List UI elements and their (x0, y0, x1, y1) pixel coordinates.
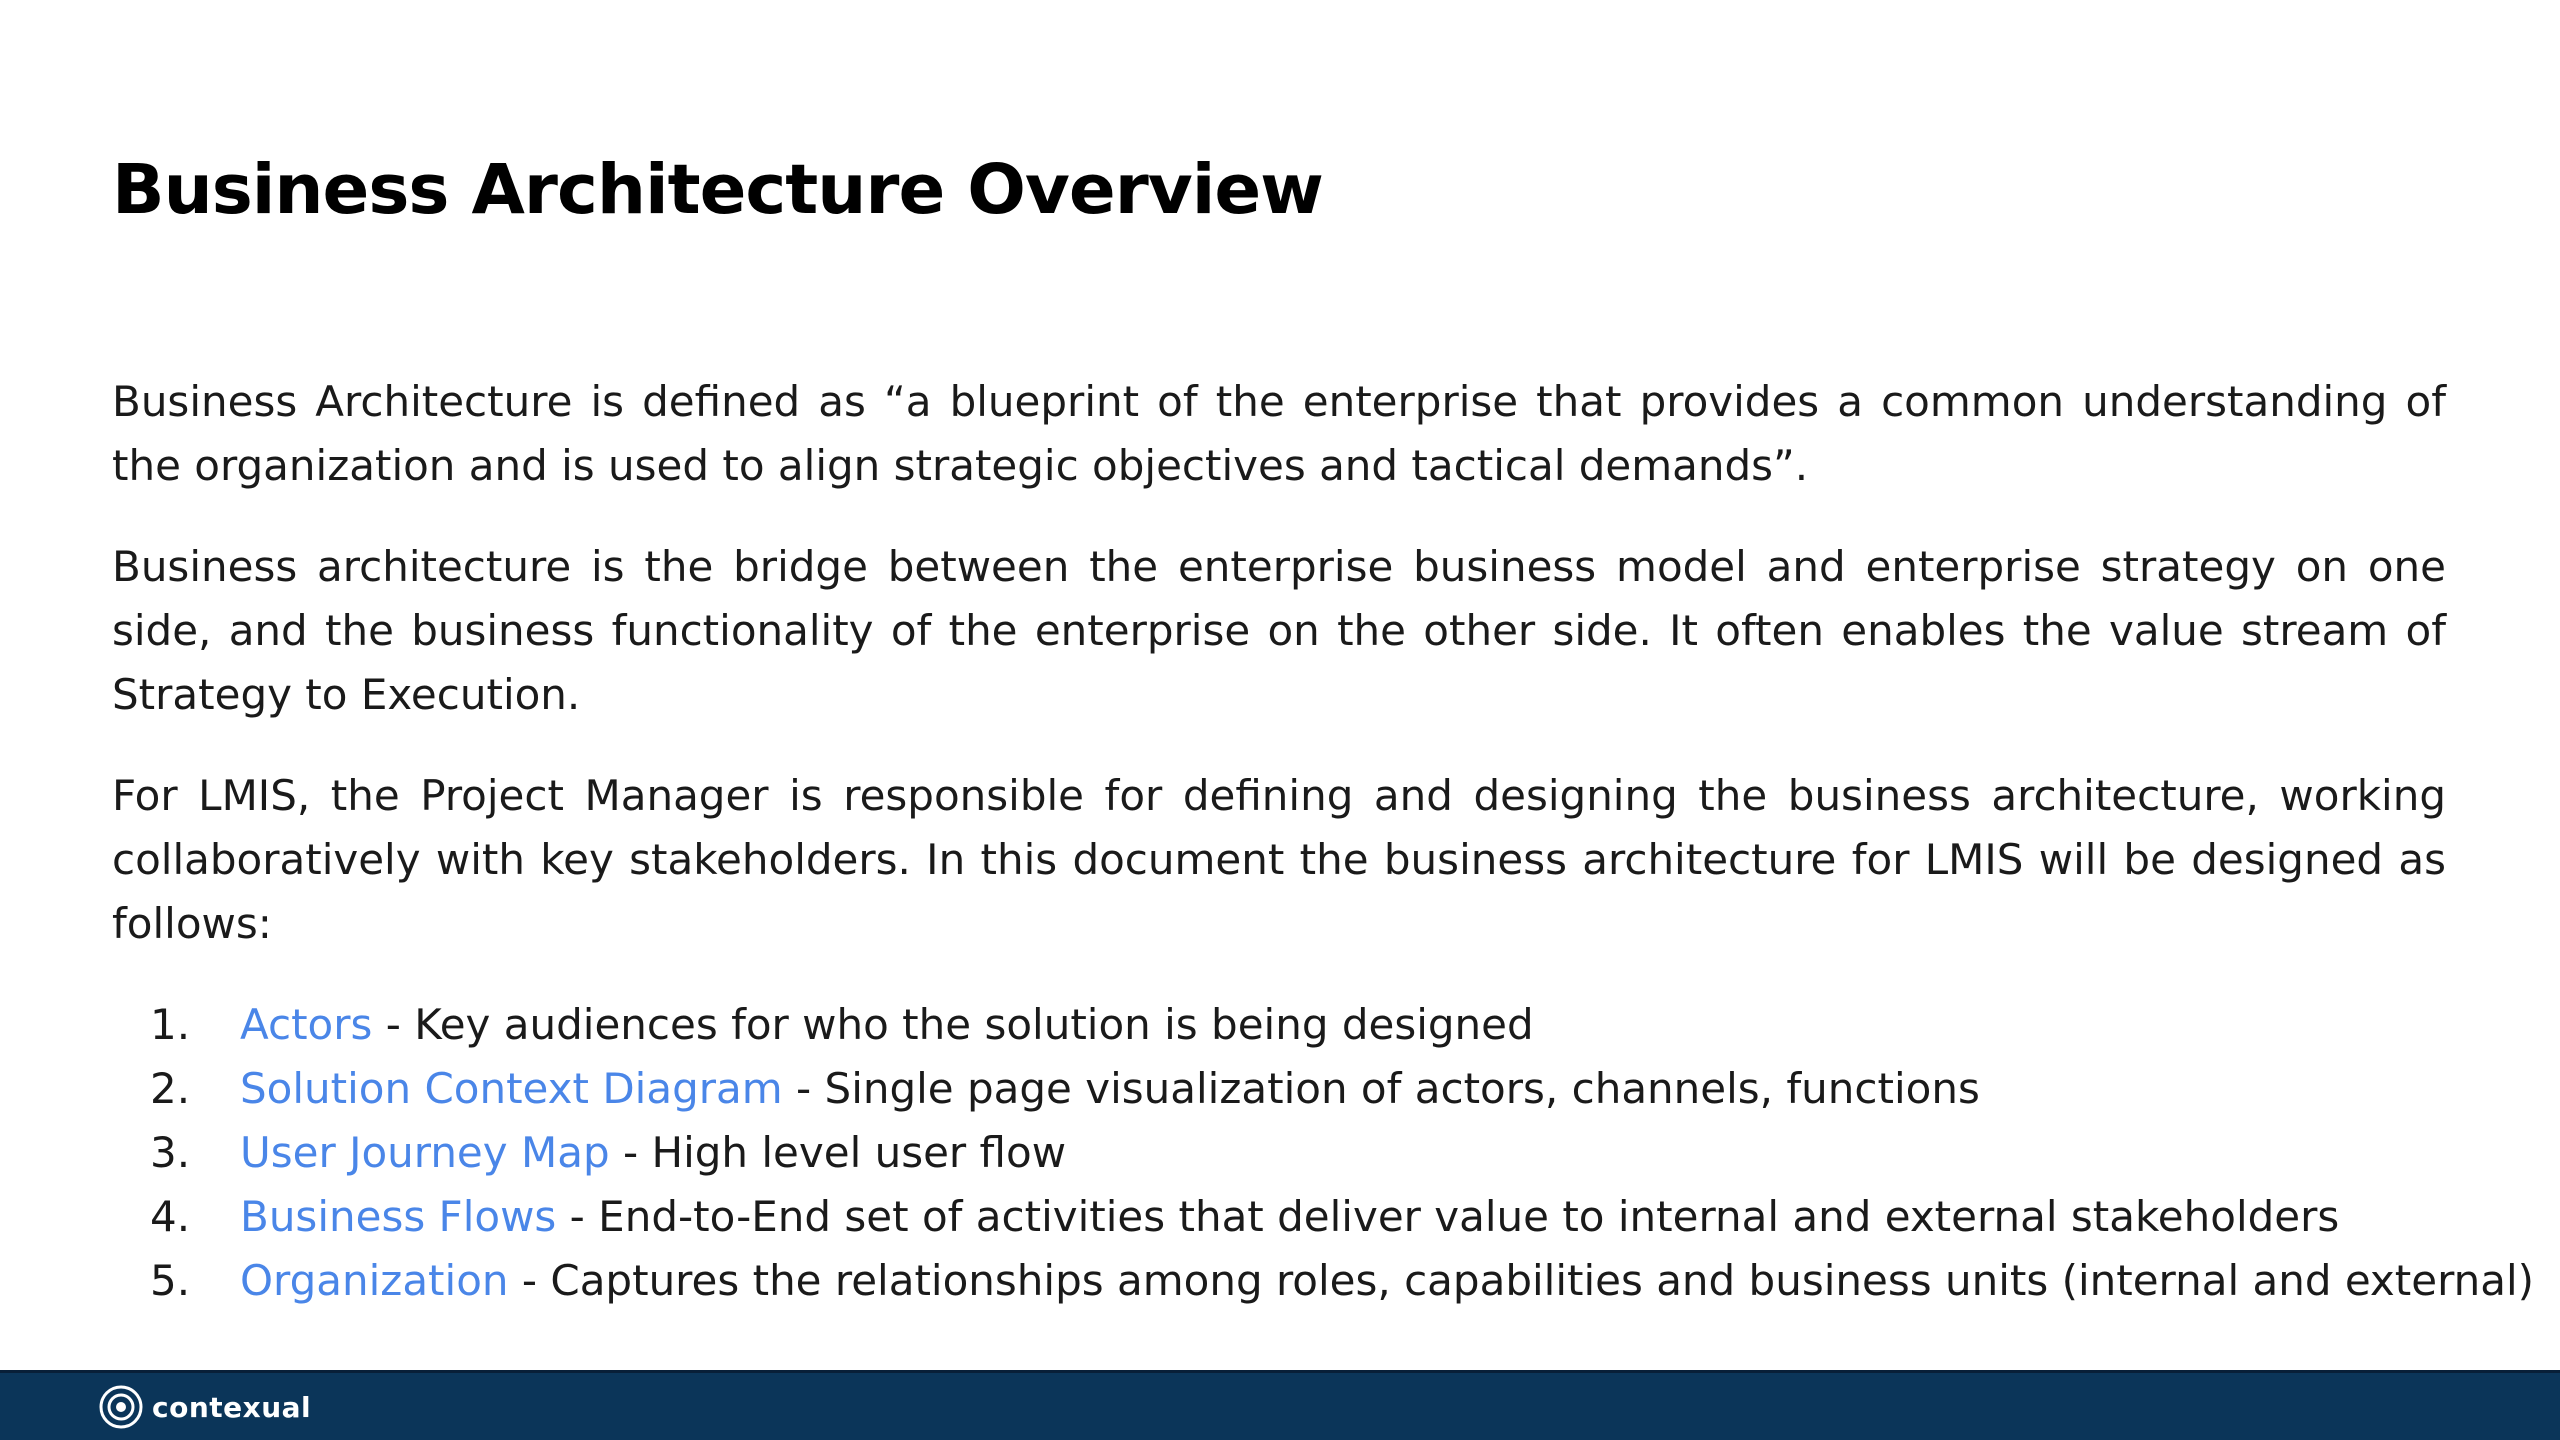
organization-link[interactable]: Organization (240, 1256, 509, 1305)
list-description: - Captures the relationships among roles, capabilities and business units (internal and external) (508, 1256, 2535, 1305)
list-item-business-flows (112, 1185, 2446, 1249)
business-flows-link[interactable]: Business Flows (240, 1192, 557, 1241)
slide-title: Business Architecture Overview (112, 150, 1323, 230)
user-journey-map-link[interactable]: User Journey Map (240, 1128, 610, 1177)
list-description: - Key audiences for who the solution is being designed (372, 1000, 1534, 1049)
list-number: 1. (150, 1000, 191, 1049)
definition-paragraph: Business Architecture is defined as “a blueprint of the enterprise that provides a common understanding of the organization and is used to align strategic objectives and tactical demands”. (112, 377, 2446, 490)
list-description: - High level user flow (609, 1128, 1067, 1177)
solution-context-diagram-link[interactable]: Solution Context Diagram (240, 1064, 783, 1113)
actors-link[interactable]: Actors (240, 1000, 373, 1049)
list-number: 4. (150, 1192, 191, 1241)
deliverables-list (112, 993, 2535, 1313)
list-number: 5. (150, 1256, 191, 1305)
list-item-actors (112, 993, 2446, 1057)
list-number: 2. (150, 1064, 191, 1113)
lmis-paragraph: For LMIS, the Project Manager is responsible for defining and designing the business architecture, working collaboratively with key stakeholders. In this document the business architecture for LMIS will be designed as follows: (112, 771, 2446, 948)
list-number: 3. (150, 1128, 191, 1177)
slide-body (112, 370, 2535, 1313)
bridge-paragraph: Business architecture is the bridge between the enterprise business model and enterprise strategy on one side, and the business functionality of the enterprise on the other side. It often enables the value stream of Strategy to Execution. (112, 542, 2446, 719)
list-description: - End-to-End set of activities that deliver value to internal and external stakeholders (556, 1192, 2340, 1241)
list-item-solution-context-diagram (112, 1057, 2446, 1121)
brand-logo (98, 1385, 311, 1429)
list-item-user-journey-map (112, 1121, 2446, 1185)
footer-bar (0, 1370, 2560, 1440)
contexual-logo-icon (98, 1384, 144, 1430)
brand-name: contexual (152, 1390, 312, 1424)
list-description: - Single page visualization of actors, channels, functions (782, 1064, 1980, 1113)
list-item-organization (112, 1249, 2535, 1313)
